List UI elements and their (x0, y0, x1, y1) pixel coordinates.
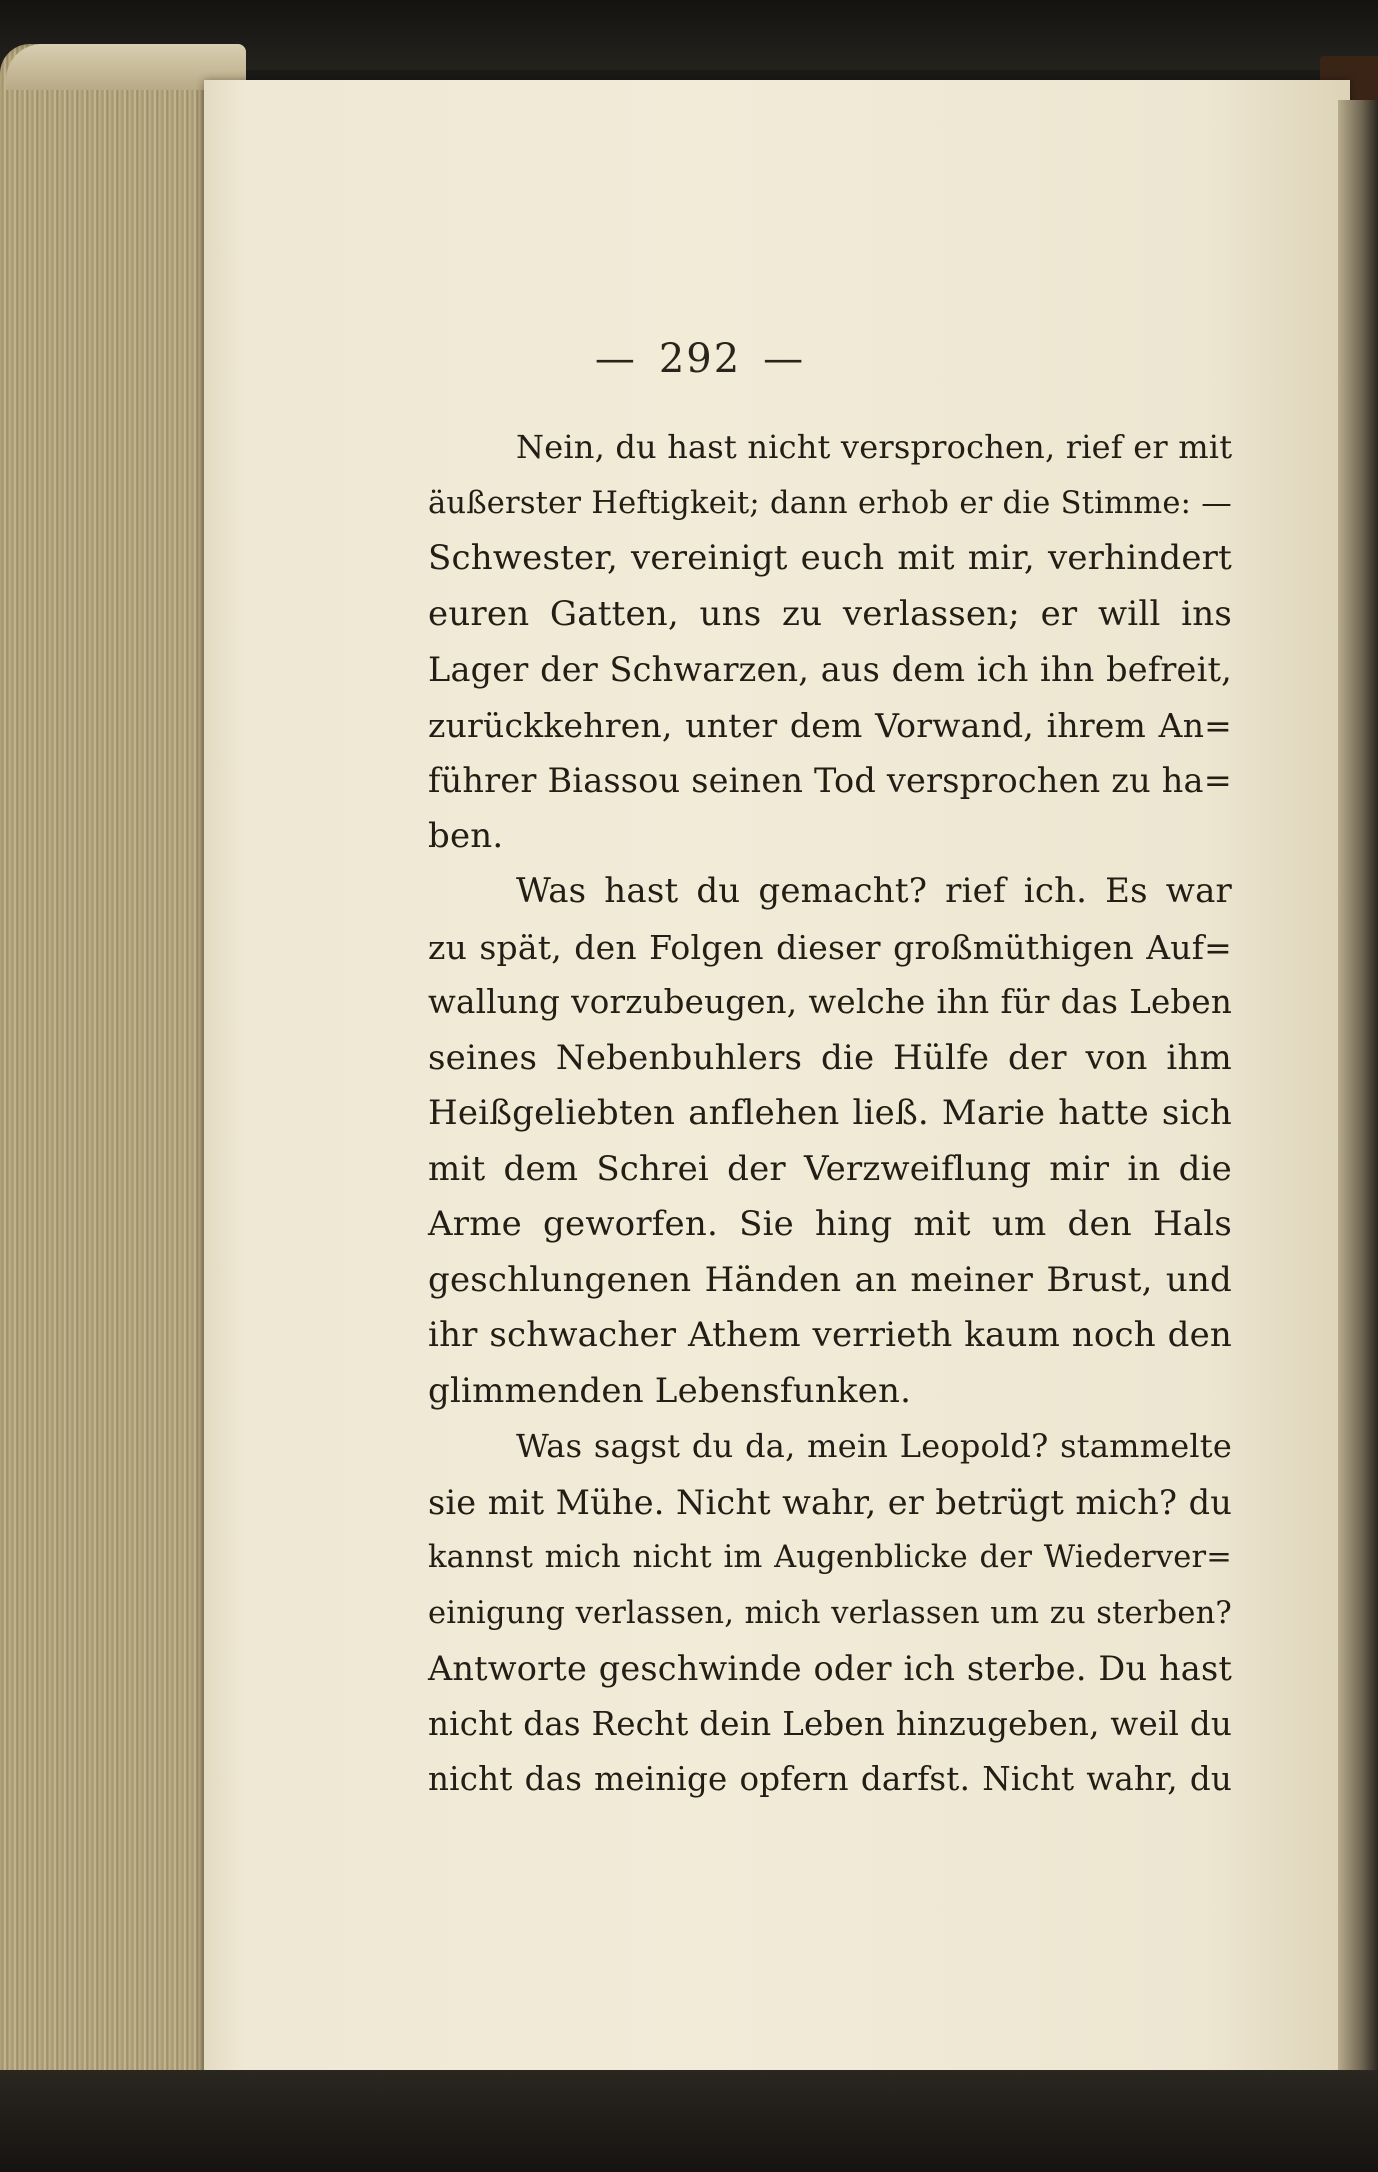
scan-background-bottom (0, 2070, 1378, 2172)
text-line: seines Nebenbuhlers die Hülfe der von ihm (428, 1037, 1232, 1078)
text-line: Was hast du gemacht? rief ich. Es war (516, 871, 1232, 911)
text-line: Antworte geschwinde oder ich sterbe. Du hast (428, 1649, 1232, 1688)
text-line: mit dem Schrei der Verzweiflung mir in die (428, 1148, 1232, 1189)
body-text (428, 420, 1232, 1808)
text-line: kannst mich nicht im Augenblicke der Wiederver= (428, 1540, 1232, 1575)
text-line: Schwester, vereinigt euch mit mir, verhindert (428, 538, 1232, 578)
text-line: nicht das Recht dein Leben hinzugeben, weil du (428, 1704, 1232, 1743)
text-line: wallung vorzubeugen, welche ihn für das Leben (428, 983, 1232, 1021)
text-line: Arme geworfen. Sie hing mit um den Hals (428, 1204, 1232, 1244)
text-line: äußerster Heftigkeit; dann erhob er die Stimme: — (428, 485, 1232, 521)
text-line: Lager der Schwarzen, aus dem ich ihn befreit, (428, 650, 1232, 689)
book-spine-shadow (1338, 100, 1378, 2070)
page-number-dash-right: — (763, 336, 806, 382)
text-line: glimmenden Lebensfunken. (428, 1370, 912, 1411)
text-line: Heißgeliebten anflehen ließ. Marie hatte sich (428, 1093, 1232, 1133)
text-line: nicht das meinige opfern darfst. Nicht wahr, du (428, 1760, 1232, 1798)
text-line: geschlungenen Händen an meiner Brust, und (428, 1259, 1232, 1300)
text-line: euren Gatten, uns zu verlassen; er will ins (428, 593, 1232, 634)
page-number-dash-left: — (594, 336, 637, 382)
text-line: ben. (428, 815, 504, 856)
page-edges (0, 44, 212, 2084)
text-line: führer Biassou seinen Tod versprochen zu ha= (428, 761, 1232, 800)
text-line: zurückkehren, unter dem Vorwand, ihrem An= (428, 705, 1232, 745)
page-number-value: 292 (658, 336, 742, 382)
text-line: zu spät, den Folgen dieser großmüthigen Auf= (428, 927, 1232, 967)
text-line: einigung verlassen, mich verlassen um zu sterben? (428, 1595, 1232, 1631)
text-line: Was sagst du da, mein Leopold? stammelte (516, 1427, 1232, 1465)
text-line: sie mit Mühe. Nicht wahr, er betrügt mich? du (428, 1482, 1232, 1522)
text-line: Nein, du hast nicht versprochen, rief er mit (516, 428, 1233, 466)
text-line: ihr schwacher Athem verrieth kaum noch den (428, 1315, 1232, 1355)
page-number (560, 336, 840, 382)
